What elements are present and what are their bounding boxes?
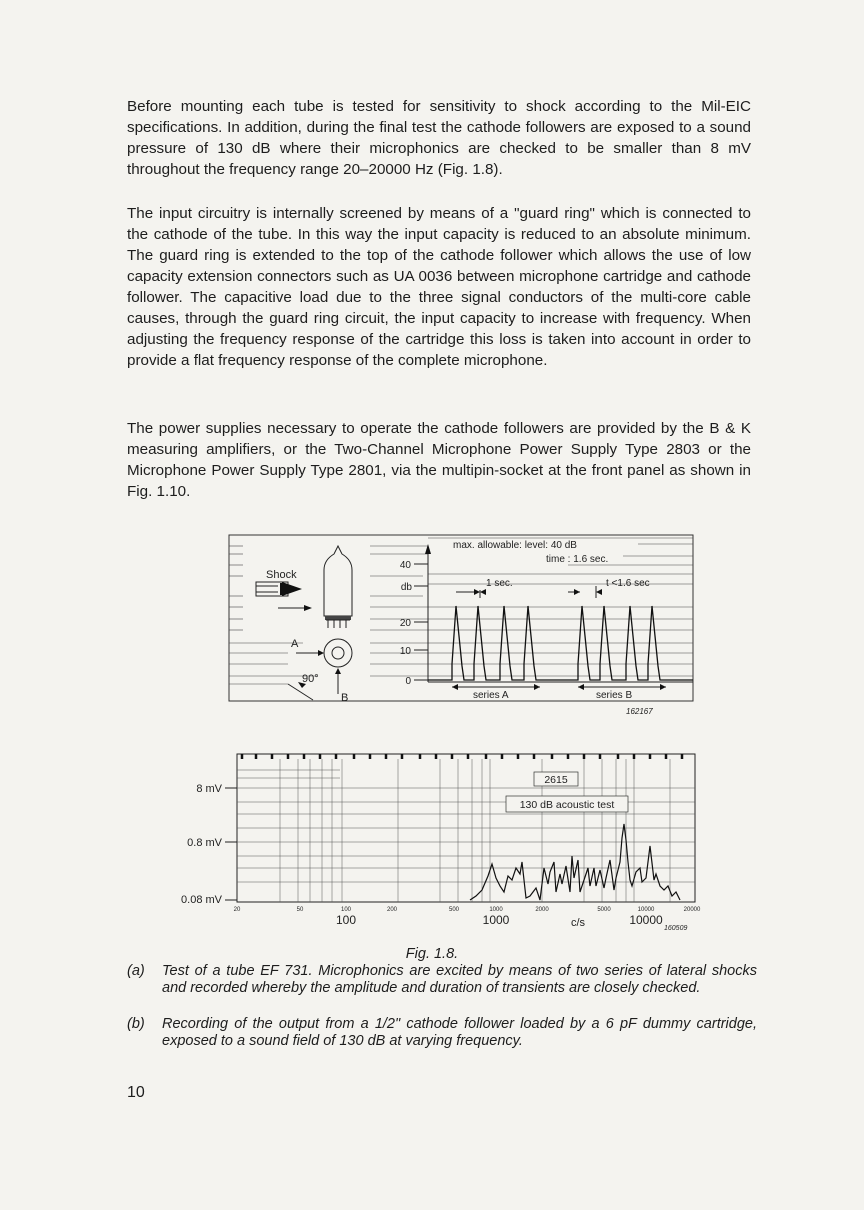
tick-500: 500: [448, 907, 460, 913]
figure-a-shock-test: [228, 534, 703, 719]
one-sec-text: 1 sec.: [486, 578, 513, 589]
y-tick-0: 0: [405, 676, 411, 687]
caption-a: [127, 963, 757, 997]
y-tick-10: 10: [399, 646, 411, 657]
y-label-8mv: 8 mV: [196, 783, 222, 795]
label-a: A: [291, 638, 299, 650]
big-tick-1000: 1000: [482, 913, 510, 927]
paragraph-2: The input circuitry is internally screened by means of a "guard ring" which is connected to the cathode of the tube. In this way the input capacity is reduced to an absolute minimum. The guard ring is extended to the top of the cathode follower which allows the use of low capacity extension connectors such as UA 0036 between microphone cartridge and cathode follower. The capacitive load due to the three signal conductors of the multi-core cable causes, through the guard ring circuit, the input capacity to increase with frequency. When adjusting the frequency response of the cartridge this loss is taken into account in order to provide a flat frequency response of the complete microphone.: [127, 205, 751, 369]
caption-a-label: (a): [127, 963, 145, 979]
figure-caption-title: Fig. 1.8.: [405, 946, 459, 962]
shock-label: Shock: [266, 569, 297, 581]
y-label-0-08mv: 0.08 mV: [181, 894, 222, 906]
tick-20000: 20000: [683, 907, 701, 913]
angle-label: 90°: [302, 673, 319, 685]
tick-2000: 2000: [535, 907, 549, 913]
paragraph-1: Before mounting each tube is tested for sensitivity to shock according to the Mil-EIC specifications. In addition, during the final test the cathode followers are exposed to a sound pressure of 130 dB where their microphonics are checked to be smaller than 8 mV throughout the frequency range 20–20000 Hz (Fig. 1.8).: [127, 98, 751, 178]
axis-unit-db: db: [400, 582, 412, 593]
figure-b-number: 160509: [664, 925, 688, 932]
figure-a-number: 162167: [626, 707, 653, 716]
box-2615: 2615: [544, 774, 568, 786]
tick-50: 50: [296, 907, 304, 913]
y-tick-20: 20: [399, 618, 411, 629]
tick-5000: 5000: [597, 907, 611, 913]
tick-10000: 10000: [637, 907, 655, 913]
paragraph-3: The power supplies necessary to operate the cathode followers are provided by the B & K measuring amplifiers, or the Two-Channel Microphone Power Supply Type 2803 or the Microphone Power Supply Type 2801, via the multipin-socket at the front panel as shown in Fig. 1.10.: [127, 420, 751, 500]
figure-b-frequency-recording: [170, 750, 730, 935]
big-tick-10000: 10000: [629, 913, 663, 927]
max-level-text: max. allowable: level: 40 dB: [453, 540, 577, 551]
time-text: time : 1.6 sec.: [546, 554, 609, 565]
series-b-label: series B: [596, 690, 633, 701]
caption-a-text: Test of a tube EF 731. Microphonics are excited by means of two series of lateral shocks and recorded whereby the amplitude and duration of transients are closely checked.: [162, 963, 757, 996]
tick-100: 100: [340, 907, 352, 913]
series-a-label: series A: [473, 690, 509, 701]
caption-b-text: Recording of the output from a 1/2" cathode follower loaded by a 6 pF dummy cartridge, exposed to a sound field of 130 dB at varying frequency.: [162, 1016, 757, 1049]
page-number: 10: [127, 1084, 145, 1101]
tick-200: 200: [386, 907, 398, 913]
tick-20: 20: [233, 907, 241, 913]
tick-1000: 1000: [489, 907, 503, 913]
y-label-0-8mv: 0.8 mV: [187, 837, 222, 849]
caption-b: [127, 1016, 757, 1050]
caption-b-label: (b): [127, 1016, 145, 1032]
y-tick-40: 40: [399, 560, 411, 571]
big-tick-100: 100: [335, 913, 357, 927]
label-b: B: [341, 692, 349, 704]
acoustic-test-label: 130 dB acoustic test: [519, 799, 615, 811]
unit-cps: c/s: [570, 917, 586, 929]
t-text: t <1.6 sec: [606, 578, 650, 589]
